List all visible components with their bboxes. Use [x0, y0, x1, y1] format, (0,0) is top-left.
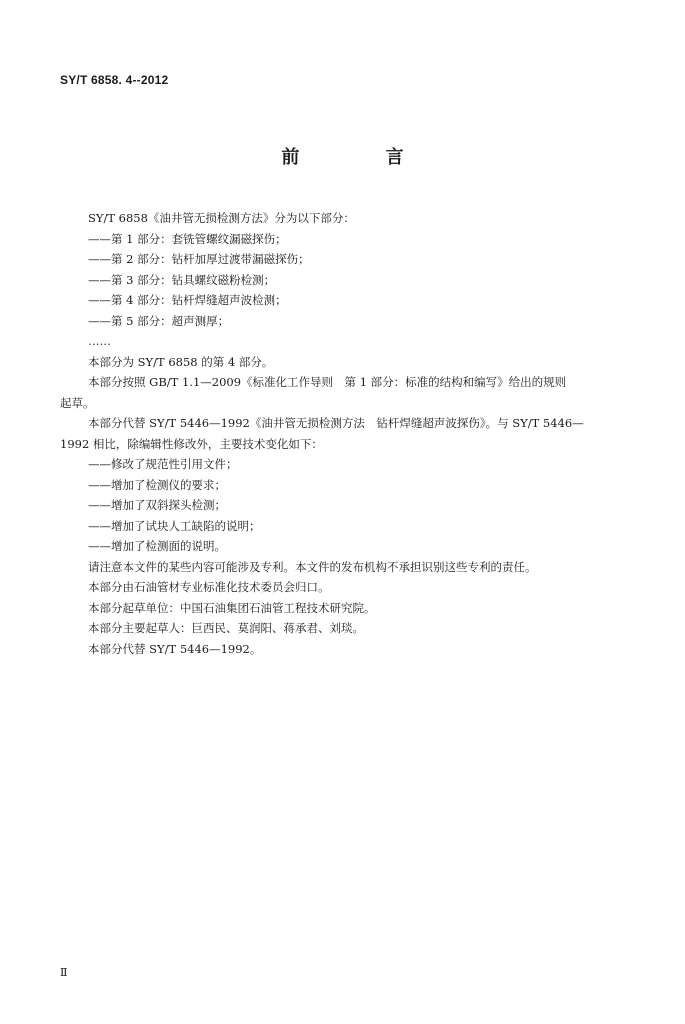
- ellipsis: ……: [88, 334, 111, 348]
- foreword-body: [60, 208, 645, 659]
- intro-paragraph: SY/T 6858《油井管无损检测方法》分为以下部分：: [88, 211, 355, 225]
- drafting-rules-paragraph: 本部分按照 GB/T 1.1—2009《标准化工作导则 第 1 部分：标准的结构和编写》给出的规则: [88, 375, 567, 389]
- page-number: Ⅱ: [60, 967, 68, 979]
- patent-notice: 请注意本文件的某些内容可能涉及专利。本文件的发布机构不承担识别这些专利的责任。: [88, 559, 537, 574]
- change-list-item: ——修改了规范性引用文件；: [88, 457, 238, 471]
- change-list-item: ——增加了检测仪的要求；: [88, 477, 226, 492]
- supersedes-statement: 本部分代替 SY/T 5446—1992。: [88, 641, 262, 656]
- part-list-item: ——第 3 部分：钻具螺纹磁粉检测；: [88, 272, 276, 287]
- page-title: 前 言: [281, 147, 444, 168]
- part-statement: 本部分为 SY/T 6858 的第 4 部分。: [88, 354, 274, 369]
- change-list-item: ——增加了试块人工缺陷的说明；: [88, 518, 261, 533]
- part-list-item: ——第 1 部分：套铣管螺纹漏磁探伤；: [88, 231, 287, 246]
- part-list-item: ——第 2 部分：钻杆加厚过渡带漏磁探伤；: [88, 252, 310, 266]
- change-list-item: ——增加了检测面的说明。: [88, 539, 226, 553]
- replacement-paragraph: 本部分代替 SY/T 5446—1992《油井管无损检测方法 钻杆焊缝超声波探伤》。与 SY/T 5446—: [88, 416, 584, 430]
- part-list-item: ——第 4 部分：钻杆焊缝超声波检测；: [88, 293, 287, 307]
- drafters: 本部分主要起草人：巨西民、莫润阳、蒋承君、刘琰。: [88, 621, 364, 635]
- part-list-item: ——第 5 部分：超声测厚；: [88, 313, 230, 328]
- replacement-paragraph-cont: 1992 相比，除编辑性修改外，主要技术变化如下：: [60, 436, 323, 451]
- standard-code-header: SY/T 6858. 4--2012: [60, 73, 169, 87]
- committee-statement: 本部分由石油管材专业标准化技术委员会归口。: [88, 580, 330, 594]
- change-list-item: ——增加了双斜探头检测；: [88, 498, 226, 512]
- drafting-rules-paragraph-cont: 起草。: [60, 395, 95, 410]
- drafting-unit: 本部分起草单位：中国石油集团石油管工程技术研究院。: [88, 600, 376, 615]
